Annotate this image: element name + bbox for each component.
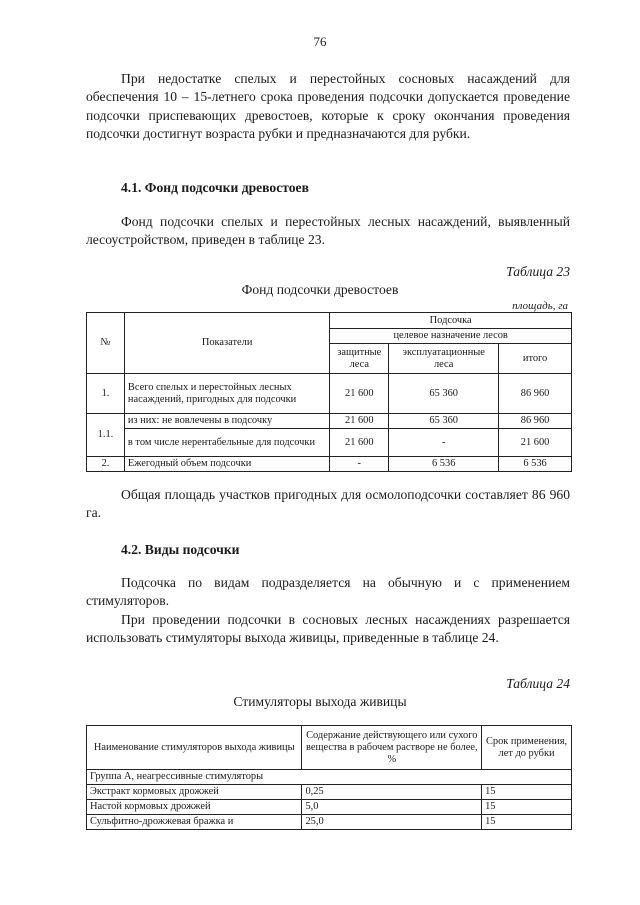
header-tapping: Подсочка — [330, 313, 572, 329]
header-indicators: Показатели — [124, 313, 329, 374]
row-protective: 21 600 — [330, 374, 389, 414]
row-exploitation: - — [389, 429, 499, 457]
table-row — [87, 414, 572, 429]
table-row — [87, 800, 572, 815]
paragraph-4: Подсочка по видам подразделяется на обычную и с применением стимуляторов. — [86, 575, 570, 609]
page-number: 76 — [313, 34, 327, 49]
header-name: Наименование стимуляторов выхода живицы — [87, 726, 302, 770]
header-content: Содержание действующего или сухого вещества в рабочем растворе не более, % — [302, 726, 482, 770]
table-23-number: Таблица 23 — [506, 264, 570, 279]
row-num: 1. — [87, 374, 125, 414]
header-term: Срок применения, лет до рубки — [482, 726, 572, 770]
row-content: 0,25 — [302, 785, 482, 800]
paragraph-5: При проведении подсочки в сосновых лесных насаждениях разрешается использовать стимуляторы выхода живицы, приведенные в таблице 24. — [86, 612, 570, 646]
section-heading-4-2: 4.2. Виды подсочки — [121, 542, 240, 557]
table-23-title: Фонд подсочки древостоев — [241, 282, 399, 297]
table-23-unit: площадь, га — [512, 300, 568, 312]
table-24-title: Стимуляторы выхода живицы — [233, 694, 407, 709]
row-total: 86 960 — [499, 374, 572, 414]
row-total: 86 960 — [499, 414, 572, 429]
row-label: из них: не вовлечены в подсочку — [124, 414, 329, 429]
row-exploitation: 65 360 — [389, 414, 499, 429]
table-row — [87, 785, 572, 800]
paragraph-1: При недостатке спелых и перестойных сосновых насаждений для обеспечения 10 – 15-летнего срока проведения подсочки допускается проведение подсочки приспевающих древостоев, которые к сроку окончания проведения подсочки достигнут возраста рубки и предназначаются для рубки. — [86, 71, 570, 142]
table-row — [87, 815, 572, 830]
row-num: 2. — [87, 457, 125, 472]
row-content: 5,0 — [302, 800, 482, 815]
row-name: Настой кормовых дрожжей — [87, 800, 302, 815]
header-total: итого — [499, 344, 572, 374]
row-name: Сульфитно-дрожжевая бражка и — [87, 815, 302, 830]
table-24 — [86, 725, 572, 830]
row-protective: - — [330, 457, 389, 472]
row-term: 15 — [482, 785, 572, 800]
row-total: 21 600 — [499, 429, 572, 457]
section-heading-4-1: 4.1. Фонд подсочки древостоев — [121, 180, 309, 195]
header-purpose: целевое назначение лесов — [330, 329, 572, 344]
row-term: 15 — [482, 815, 572, 830]
row-protective: 21 600 — [330, 414, 389, 429]
row-protective: 21 600 — [330, 429, 389, 457]
header-exploitation: эксплуатационные леса — [389, 344, 499, 374]
row-num: 1.1. — [87, 414, 125, 457]
paragraph-3: Общая площадь участков пригодных для осмолоподсочки составляет 86 960 га. — [86, 487, 570, 521]
group-a-row: Группа А, неагрессивные стимуляторы — [87, 770, 572, 785]
header-num: № — [87, 313, 125, 374]
row-exploitation: 65 360 — [389, 374, 499, 414]
paragraph-2: Фонд подсочки спелых и перестойных лесных насаждений, выявленный лесоустройством, приведен в таблице 23. — [86, 214, 570, 248]
row-label: Всего спелых и перестойных лесных насаждений, пригодных для подсочки — [124, 374, 329, 414]
table-row — [87, 374, 572, 414]
table-23 — [86, 312, 572, 472]
header-protective: защитные леса — [330, 344, 389, 374]
row-name: Экстракт кормовых дрожжей — [87, 785, 302, 800]
row-content: 25,0 — [302, 815, 482, 830]
row-label: в том числе нерентабельные для подсочки — [124, 429, 329, 457]
table-row — [87, 457, 572, 472]
row-total: 6 536 — [499, 457, 572, 472]
row-label: Ежегодный объем подсочки — [124, 457, 329, 472]
table-24-number: Таблица 24 — [506, 676, 570, 691]
table-row — [87, 429, 572, 457]
row-exploitation: 6 536 — [389, 457, 499, 472]
row-term: 15 — [482, 800, 572, 815]
